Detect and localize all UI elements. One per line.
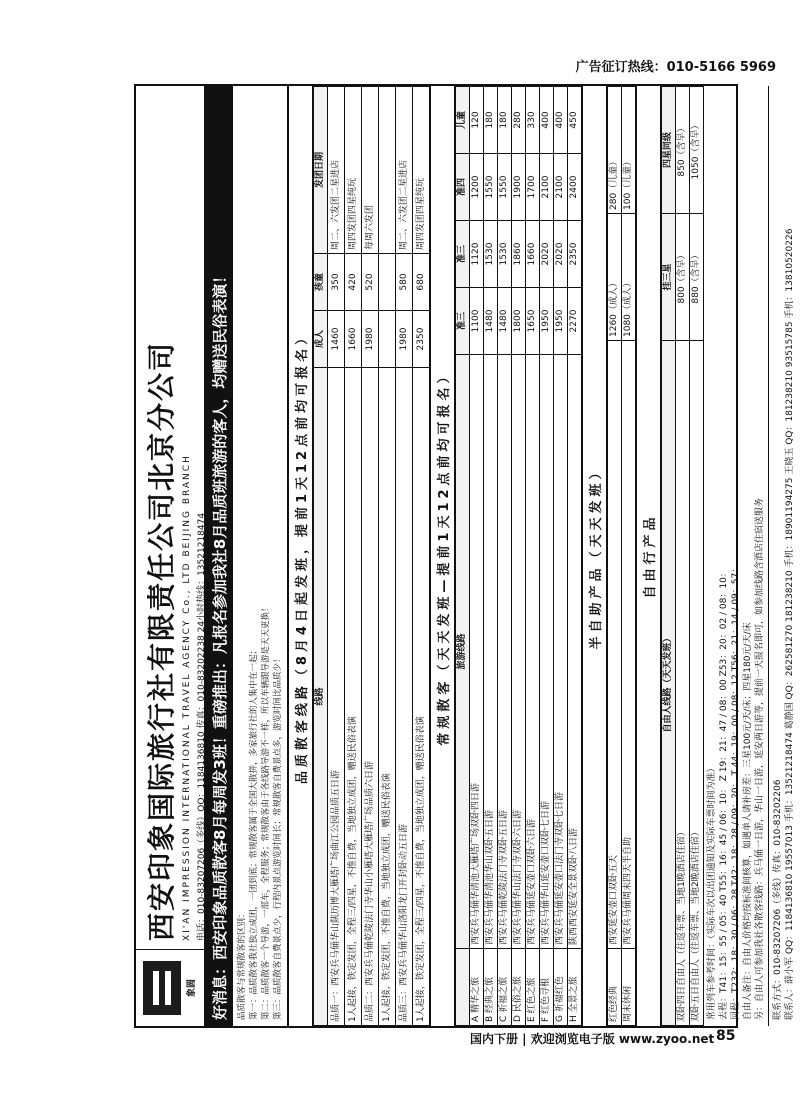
table-header-row [662,87,676,1026]
cell-route: 1人起接，铁定发团，全程三/四星，不推自费，当地独立成团，赠送民俗表演 [345,368,362,1026]
cell-name: B 经典之旅 [484,949,498,1026]
cell-route: 品质一：西安兵马俑华山陕历博大雁塔广场曲江公园品质五日游 [328,368,345,1026]
cell-child: 100（儿童） [622,87,636,214]
cell-price: 1950 [540,288,554,355]
cell-route: 西安兵马俑延安壶口法门寺双卧七日游 [554,355,568,949]
cell-name: E 红色之旅 [526,949,540,1026]
remark-line: 自由人备注：自由人价格均按标准间核算，如遇单人请补房差：三星100元/天/床；四星180元/天/床 [743,622,753,1020]
header-price-2: 准三 [456,221,470,288]
advertisement-frame [134,84,795,1028]
logo-brand: 象圆 [187,979,197,998]
cell-date: 周四发团四星纯玩 [345,87,362,254]
table-row [512,87,526,1026]
train-info [704,86,768,1026]
cell-name: 红色经典 [608,949,622,1026]
cell-date: 每周六发团 [362,87,379,254]
table-row [676,87,690,1026]
cell-price: 1650 [526,288,540,355]
cell-price: 1950 [554,288,568,355]
cell-price: 1480 [498,288,512,355]
table-row [554,87,568,1026]
cell-child [379,254,396,311]
table-row [540,87,554,1026]
ad-hotline: 广告征订热线：010-5166 5969 [575,60,776,75]
cell-price: 2020 [540,221,554,288]
cell-route: 1人起接，铁定发团，不推自费，当地独立成团，赠送民俗表演 [379,368,396,1026]
table-row [568,87,582,1026]
cell-route: 西安兵马俑华山延安壶口双卧七日游 [540,355,554,949]
cell-price: 1550 [498,154,512,221]
cell-name: D 民俗之旅 [512,949,526,1026]
cell-price: 2270 [568,288,582,355]
company-name: 西安印象国际旅行社有限责任公司北京分公司 [145,340,178,941]
header-price-3: 准四 [456,154,470,221]
cell-adult: 2350 [413,311,430,368]
company-contact: 电话：010-83207206（多线）QQ：1184136810 传真：010-83202238 24小时热线：13521218474 [197,512,207,941]
table-row [608,87,622,1026]
header-child: 儿童 [456,87,470,154]
cell-date: 周四发团四星纯玩 [413,87,430,254]
cell-child: 420 [345,254,362,311]
page-footer: 国内下册 | 欢迎浏览电子版 www.zyoo.net [470,1032,715,1046]
cell-price: 2400 [568,154,582,221]
regular-table [455,86,582,1026]
cell-route: 西安兵马俑华山法门寺双卧六日游 [512,355,526,949]
note-line: 第三：品质散客自费景点少，行程内景点游览时间长；常规散客自费景点多，游览时间比品质少！ [273,654,283,1020]
cell-route: 1人起接，铁定发团，全程三/四星，不推自费，当地独立成团，赠送民俗表演 [413,368,430,1026]
header-route: 旅游线路 [456,355,470,949]
cell-child: 280 [512,87,526,154]
table-row [413,87,430,1026]
cell-name: G 祈福红色 [554,949,568,1026]
train-line: 去程：T41：15：55 / 05：40 T55：16：45 / 06：10： Z 19：21：47 / 08：00 Z53：20：02 / 08：10： [719,568,729,1020]
semi-section-title: 半自助产品（天天发班） [582,86,607,1026]
cell-adult: 1080（成人） [622,214,636,341]
header-price-1: 准三 [456,288,470,355]
header-date: 发团日期 [314,87,328,254]
cell-route: 陕西西安延安全景双卧八日游 [568,355,582,949]
cell-route: 双卧四日自由人（往返车票、当地1晚酒店住宿） [676,341,690,1026]
company-title-box [136,86,207,949]
cell-adult: 1460 [328,311,345,368]
page-number: 85 [716,1028,736,1044]
cell-route: 西安兵马俑周末四天半自助 [622,341,636,949]
cell-name: H 全景之旅 [568,949,582,1026]
notes-block [233,86,288,1026]
table-row [622,87,636,1026]
cell-route: 双卧五日自由人（往返车票、当地2晚酒店住宿） [690,341,704,1026]
table-row [470,87,484,1026]
cell-price: 1050（含早） [690,87,704,214]
cell-price: 1550 [484,154,498,221]
cell-adult [379,311,396,368]
cell-price: 1530 [498,221,512,288]
cell-price: 2100 [554,154,568,221]
header-route: 线路 [314,368,328,1026]
ad-header [136,86,206,1026]
cell-child: 400 [554,87,568,154]
quality-table [313,86,430,1026]
semi-table [607,86,636,1026]
train-line: 回程：T232：18：30 / 06：28 T42：18：28 / 09：20： T 44：19：00 / 08：12 T56：21：14 / 09：57： [731,563,741,1020]
cell-price: 850（含早） [676,87,690,214]
cell-child: 180 [484,87,498,154]
cell-route: 品质三：西安兵马俑华山洛阳龙门开封卧动五日游 [396,368,413,1026]
header-four-star: 四星同级 [662,87,676,214]
cell-date: 周二、六发团二星进店 [328,87,345,254]
cell-route: 西安兵马俑乾陵法门寺双卧五日游 [498,355,512,949]
cell-route: 西安兵马俑华清池华山双卧五日游 [484,355,498,949]
cell-price: 1860 [512,221,526,288]
header-adult: 成人 [314,311,328,368]
table-row [362,87,379,1026]
cell-price: 1100 [470,288,484,355]
remark-line: 另：自由人可参加我社各散客线路：兵马俑一日游，华山一日游，延安两日游等，提前一天报名即可，如参加线路含酒店住宿送服务 [755,497,765,1020]
table-row [345,87,362,1026]
cell-child: 330 [526,87,540,154]
header-three-star: 挂三星 [662,214,676,341]
cell-adult: 1980 [362,311,379,368]
header-child: 孩童 [314,254,328,311]
cell-price: 1660 [526,221,540,288]
cell-price: 2100 [540,154,554,221]
cell-adult: 1260（成人） [608,214,622,341]
quality-section-title: 品质散客线路（8月4日起发班，提前1天12点前均可报名） [288,86,313,1026]
cell-child: 580 [396,254,413,311]
cell-price: 1480 [484,288,498,355]
cell-child: 120 [470,87,484,154]
regular-section-title: 常规散客（天天发班—提前1天12点前均可报名） [430,86,455,1026]
cell-child: 680 [413,254,430,311]
company-english-name: XI'AN IMPRESSION INTERNATIONAL TRAVEL AGENCY Co., LTD BEIJING BRANCH [182,454,192,941]
table-row [526,87,540,1026]
cell-child: 350 [328,254,345,311]
cell-child: 180 [498,87,512,154]
cell-route: 西安兵马俑华清池大雁塔广场双卧四日游 [470,355,484,949]
table-header-row [456,87,470,1026]
cell-price: 2350 [568,221,582,288]
cell-price: 1700 [526,154,540,221]
cell-name: A 精华之旅 [470,949,484,1026]
cell-date: 周二、六发团二星进店 [396,87,413,254]
cell-child: 450 [568,87,582,154]
train-title: 常用列车参考时间：（实际车次以出团通知及实际车票时间为准） [707,763,717,1020]
cell-price: 1800 [512,288,526,355]
header-self-route: 自由人线路（天天发班） [662,341,676,1026]
cell-price: 1530 [484,221,498,288]
logo-mark-icon [143,961,181,1015]
table-header-row [314,87,328,1026]
table-row [484,87,498,1026]
cell-adult: 1980 [396,311,413,368]
cell-price: 2020 [554,221,568,288]
company-logo [136,949,204,1026]
cell-adult: 1660 [345,311,362,368]
note-line: 第一：品质散客我社独立成团，一团到底；常规散客属于全国大散拼，多家旅行社的人集中在一起； [249,645,259,1020]
cell-route: 品质二：西安兵马俑乾陵法门寺华山小雁塔大雁塔广场品质六日游 [362,368,379,1026]
cell-name: F 红色寻根 [540,949,554,1026]
cell-route: 西安延安壶口双卧五天 [608,341,622,949]
cell-child: 520 [362,254,379,311]
promo-headline: 好消息：西安印象品质散客8月每周发3班！重磅推出：凡报名参加我社8月品质班旅游的客人，均赠送民俗表演！ [206,86,233,1026]
cell-route: 西安兵马俑延安壶口双卧六日游 [526,355,540,949]
note-line: 品质散客与常规散客的区别： [237,909,247,1020]
table-row [328,87,345,1026]
self-section-title: 自由行产品 [636,86,661,1026]
table-row [396,87,413,1026]
self-table [661,86,704,1026]
cell-child: 400 [540,87,554,154]
cell-price: 1120 [470,221,484,288]
cell-price: 1900 [512,154,526,221]
cell-date [379,87,396,254]
advertisement-content [136,86,795,1026]
note-line: 第二：品质散客一个导游，一部车，全程服务；常规散客由于各线路导游不一样，所以车辆跟导游是天天更换！ [261,603,271,1020]
cell-price: 800（含早） [676,214,690,341]
cell-price: 1200 [470,154,484,221]
table-row [690,87,704,1026]
cell-name: C 祈福之旅 [498,949,512,1026]
cell-child: 280（儿童） [608,87,622,214]
contact-footer [768,86,799,1026]
cell-name: 周末休闲 [622,949,636,1026]
cell-price: 880（含早） [690,214,704,341]
table-row [498,87,512,1026]
footer-line: 联系方式：010-83207206（多线）传真：010-83202206 [773,779,783,1020]
table-row [379,87,396,1026]
header-name [456,949,470,1026]
footer-line: 联系人：薛小军 QQ：1184136810 19557013 手机：13521218474 葛静国 QQ：262581270 181238210 手机：18901194275 王晓玉 QQ：181238210 93515785 手机：13810520226 [785,228,795,1020]
